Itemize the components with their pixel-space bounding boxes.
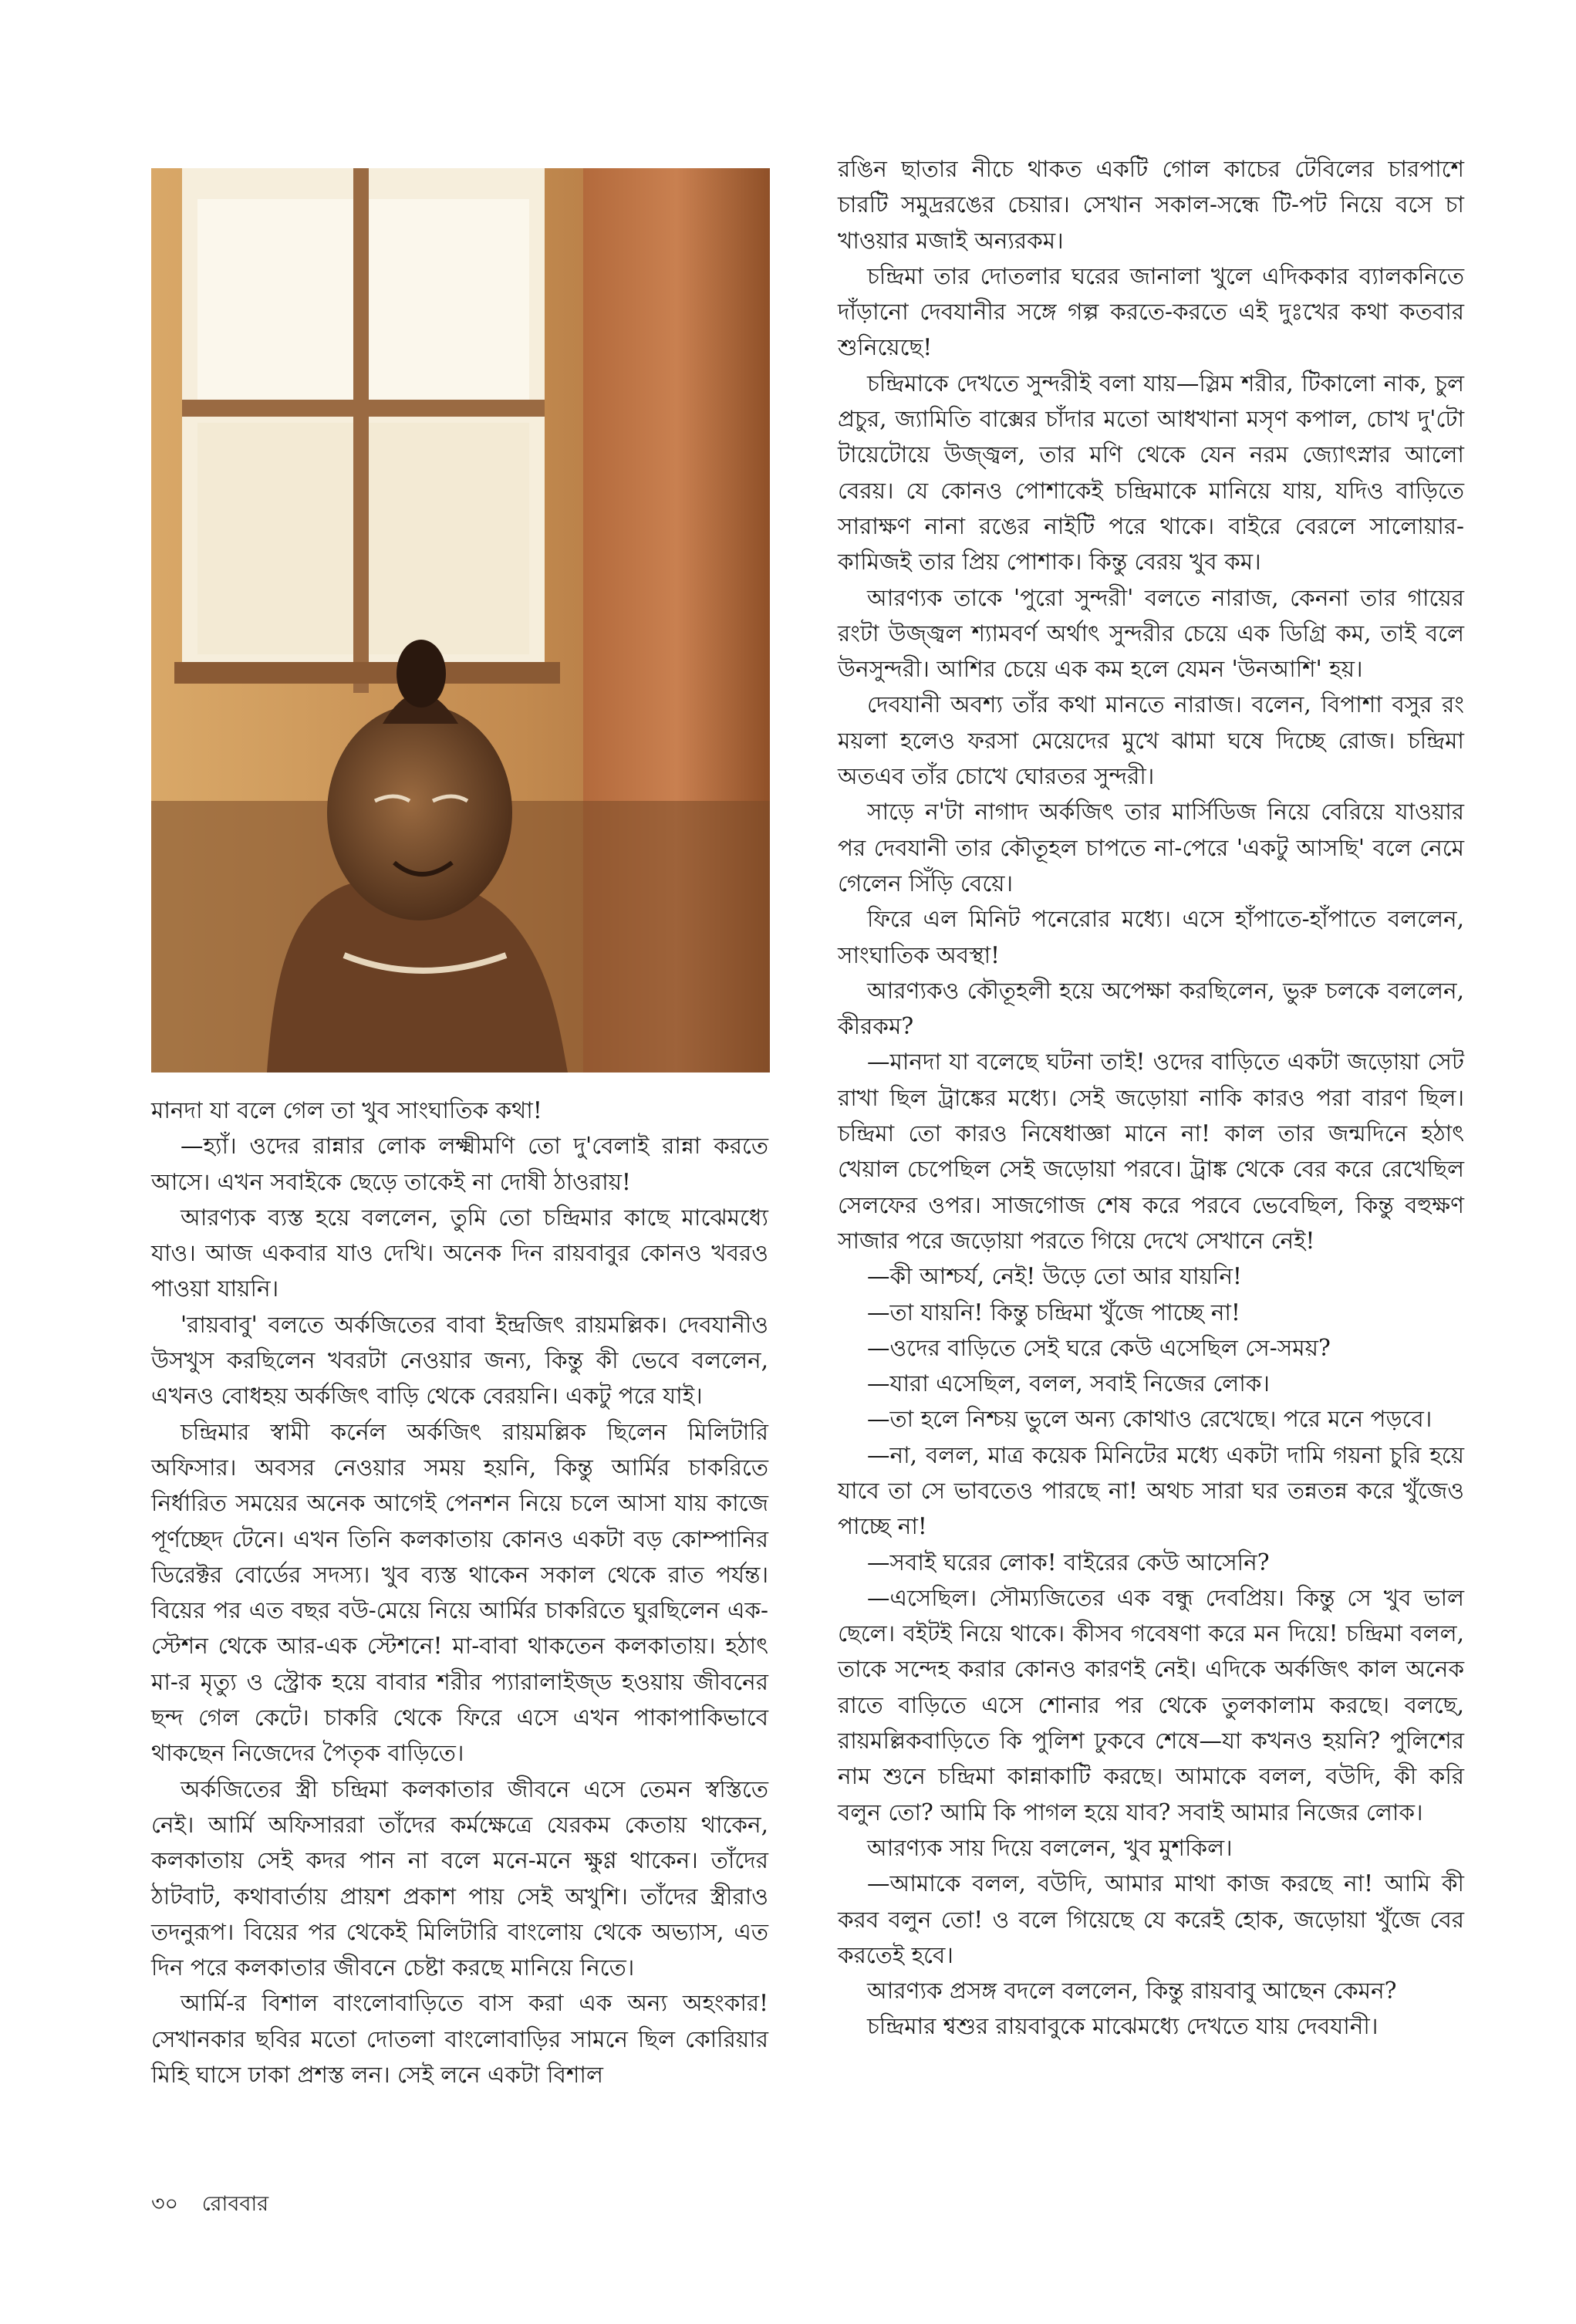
paragraph: আরণ্যক তাকে 'পুরো সুন্দরী' বলতে নারাজ, কেননা তার গায়ের রংটা উজ্জ্বল শ্যামবর্ণ অর্থাৎ সুন্দরীর চেয়ে এক ডিগ্রি কম, তাই বলে উনসুন্দরী। আশির চেয়ে এক কম হলে যেমন 'উনআশি' হয়। [838,584,1464,683]
paragraph: —কী আশ্চর্য, নেই! উড়ে তো আর যায়নি! [867,1263,1242,1290]
paragraph: 'রায়বাবু' বলতে অর্কজিতের বাবা ইন্দ্রজিৎ রায়মল্লিক। দেবযানীও উসখুস করছিলেন খবরটা নেওয়ার জন্য, কিন্তু কী ভেবে বললেন, এখনও বোধহয় অর্কজিৎ বাড়ি থেকে বেরয়নি। একটু পরে যাই। [151,1311,768,1410]
left-text-column [151,1093,768,2093]
paragraph: —হ্যাঁ। ওদের রান্নার লোক লক্ষ্মীমণি তো দু'বেলাই রান্না করতে আসে। এখন সবাইকে ছেড়ে তাকেই না দোষী ঠাওরায়! [151,1133,768,1195]
paragraph: চন্দ্রিমার শ্বশুর রায়বাবুকে মাঝেমধ্যে দেখতে যায় দেবযানী। [867,2013,1379,2040]
paragraph: রঙিন ছাতার নীচে থাকত একটি গোল কাচের টেবিলের চারপাশে চারটি সমুদ্ররঙের চেয়ার। সেখান সকাল-সন্ধে টি-পট নিয়ে বসে চা খাওয়ার মজাই অন্যরকম। [838,156,1464,254]
paragraph: চন্দ্রিমা তার দোতলার ঘরের জানালা খুলে এদিককার ব্যালকনিতে দাঁড়ানো দেবযানীর সঙ্গে গল্প করতে-করতে এই দুঃখের কথা কতবার শুনিয়েছে! [838,262,1464,361]
page-footer [151,2188,285,2223]
paragraph: চন্দ্রিমাকে দেখতে সুন্দরীই বলা যায়—স্লিম শরীর, টিকালো নাক, চুল প্রচুর, জ্যামিতি বাক্সের চাঁদার মতো আধখানা মসৃণ কপাল, চোখ দু'টো টায়েটোয়ে উজ্জ্বল, তার মণি থেকে যেন নরম জ্যোৎস্নার আলো বেরয়। যে কোনও পোশাকেই চন্দ্রিমাকে মানিয়ে যায়, যদিও বাড়িতে সারাক্ষণ নানা রঙের নাইটি পরে থাকে। বাইরে বেরলে সালোয়ার-কামিজই তার প্রিয় পোশাক। কিন্তু বেরয় খুব কম। [838,370,1464,576]
magazine-name: রোববার [201,2192,269,2216]
paragraph: আর্মি-র বিশাল বাংলোবাড়িতে বাস করা এক অন্য অহংকার! সেখানকার ছবির মতো দোতলা বাংলোবাড়ির সামনে ছিল কোরিয়ার মিহি ঘাসে ঢাকা প্রশস্ত লন। সেই লনে একটা বিশাল [151,1990,768,2089]
figurine-by-window-painting [151,168,770,1072]
paragraph: —সবাই ঘরের লোক! বাইরের কেউ আসেনি? [867,1549,1270,1576]
paragraph: অর্কজিতের স্ত্রী চন্দ্রিমা কলকাতার জীবনে এসে তেমন স্বস্তিতে নেই। আর্মি অফিসাররা তাঁদের কর্মক্ষেত্রে যেরকম কেতায় থাকেন, কলকাতায় সেই কদর পান না বলে মনে-মনে ক্ষুণ্ণ থাকেন। তাঁদের ঠাটবাট, কথাবার্তায় প্রায়শ প্রকাশ পায় সেই অখুশি। তাঁদের স্ত্রীরাও তদনুরূপ। বিয়ের পর থেকেই মিলিটারি বাংলোয় থেকে অভ্যাস, এত দিন পরে কলকাতার জীবনে চেষ্টা করছে মানিয়ে নিতে। [151,1775,768,1981]
paragraph: আরণ্যক ব্যস্ত হয়ে বললেন, তুমি তো চন্দ্রিমার কাছে মাঝেমধ্যে যাও। আজ একবার যাও দেখি। অনেক দিন রায়বাবুর কোনও খবরও পাওয়া যায়নি। [151,1204,768,1302]
page-number: ৩০ [151,2192,179,2216]
paragraph: —আমাকে বলল, বউদি, আমার মাথা কাজ করছে না! আমি কী করব বলুন তো! ও বলে গিয়েছে যে করেই হোক, জড়োয়া খুঁজে বের করতেই হবে। [838,1870,1464,1968]
right-text-column [838,151,1464,2045]
paragraph: দেবযানী অবশ্য তাঁর কথা মানতে নারাজ। বলেন, বিপাশা বসুর রং ময়লা হলেও ফরসা মেয়েদের মুখে ঝামা ঘষে দিচ্ছে রোজ। চন্দ্রিমা অতএব তাঁর চোখে ঘোরতর সুন্দরী। [838,691,1464,790]
paragraph: —না, বলল, মাত্র কয়েক মিনিটের মধ্যে একটা দামি গয়না চুরি হয়ে যাবে তা সে ভাবতেও পারছে না! অথচ সারা ঘর তন্নতন্ন করে খুঁজেও পাচ্ছে না! [838,1441,1464,1540]
paragraph: —এসেছিল। সৌম্যজিতের এক বন্ধু দেবপ্রিয়। কিন্তু সে খুব ভাল ছেলে। বইটই নিয়ে থাকে। কীসব গবেষণা করে মন দিয়ে! চন্দ্রিমা বলল, তাকে সন্দেহ করার কোনও কারণই নেই। এদিকে অর্কজিৎ কাল অনেক রাতে বাড়িতে এসে শোনার পর থেকে তুলকালাম করছে। বলছে, রায়মল্লিকবাড়িতে কি পুলিশ ঢুকবে শেষে—যা কখনও হয়নি? পুলিশের নাম শুনে চন্দ্রিমা কান্নাকাটি করছে। আমাকে বলল, বউদি, কী করি বলুন তো? আমি কি পাগল হয়ে যাব? সবাই আমার নিজের লোক। [838,1584,1464,1826]
paragraph: —ওদের বাড়িতে সেই ঘরে কেউ এসেছিল সে-সময়? [867,1334,1331,1361]
paragraph: মানদা যা বলে গেল তা খুব সাংঘাতিক কথা! [151,1097,542,1123]
paragraph: —তা যায়নি! কিন্তু চন্দ্রিমা খুঁজে পাচ্ছে না! [867,1299,1240,1326]
paragraph: সাড়ে ন'টা নাগাদ অর্কজিৎ তার মার্সিডিজ নিয়ে বেরিয়ে যাওয়ার পর দেবযানী তার কৌতূহল চাপতে না-পেরে 'একটু আসছি' বলে নেমে গেলেন সিঁড়ি বেয়ে। [838,799,1464,897]
paragraph: আরণ্যক প্রসঙ্গ বদলে বললেন, কিন্তু রায়বাবু আছেন কেমন? [867,1978,1397,2005]
paragraph: ফিরে এল মিনিট পনেরোর মধ্যে। এসে হাঁপাতে-হাঁপাতে বললেন, সাংঘাতিক অবস্থা! [838,906,1464,968]
paragraph: —যারা এসেছিল, বলল, সবাই নিজের লোক। [867,1370,1270,1397]
paragraph: —মানদা যা বলেছে ঘটনা তাই! ওদের বাড়িতে একটা জড়োয়া সেট রাখা ছিল ট্রাঙ্কের মধ্যে। সেই জড়োয়া নাকি কারও পরা বারণ ছিল। চন্দ্রিমা তো কারও নিষেধাজ্ঞা মানে না! কাল তার জন্মদিনে হঠাৎ খেয়াল চেপেছিল সেই জড়োয়া পরবে। ট্রাঙ্ক থেকে বের করে রেখেছিল সেলফের ওপর। সাজগোজ শেষ করে পরবে ভেবেছিল, কিন্তু বহুক্ষণ সাজার পরে জড়োয়া পরতে গিয়ে দেখে সেখানে নেই! [838,1049,1464,1254]
paragraph: চন্দ্রিমার স্বামী কর্নেল অর্কজিৎ রায়মল্লিক ছিলেন মিলিটারি অফিসার। অবসর নেওয়ার সময় হয়নি, কিন্তু আর্মির চাকরিতে নির্ধারিত সময়ের অনেক আগেই পেনশন নিয়ে চলে আসা যায় কাজে পূর্ণচ্ছেদ টেনে। এখন তিনি কলকাতায় কোনও একটা বড় কোম্পানির ডিরেক্টর বোর্ডের সদস্য। খুব ব্যস্ত থাকেন সকাল থেকে রাত পর্যন্ত। বিয়ের পর এত বছর বউ-মেয়ে নিয়ে আর্মির চাকরিতে ঘুরছিলেন এক-স্টেশন থেকে আর-এক স্টেশনে! মা-বাবা থাকতেন কলকাতায়। হঠাৎ মা-র মৃত্যু ও স্ট্রোক হয়ে বাবার শরীর প্যারালাইজ্‌ড হওয়ায় জীবনের ছন্দ গেল কেটে। চাকরি থেকে ফিরে এসে এখন পাকাপাকিভাবে থাকছেন নিজেদের পৈতৃক বাড়িতে। [151,1418,768,1767]
paragraph: —তা হলে নিশ্চয় ভুলে অন্য কোথাও রেখেছে। পরে মনে পড়বে। [867,1406,1433,1433]
illustration [151,168,770,1072]
paragraph: আরণ্যক সায় দিয়ে বললেন, খুব মুশকিল। [867,1834,1233,1861]
paragraph: আরণ্যকও কৌতূহলী হয়ে অপেক্ষা করছিলেন, ভুরু চলকে বললেন, কীরকম? [838,977,1464,1040]
